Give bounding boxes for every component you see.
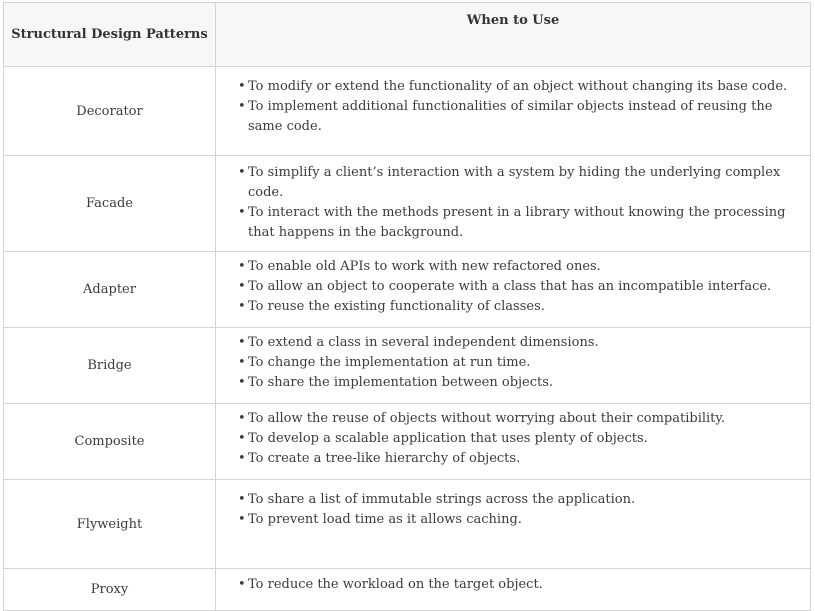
use-item: • To allow the reuse of objects without worrying about their compatibility. — [238, 409, 792, 429]
pattern-name-cell: Facade — [4, 156, 216, 252]
pattern-name-cell: Adapter — [4, 252, 216, 328]
uses-list — [238, 333, 792, 393]
use-item: • To reuse the existing functionality of classes. — [238, 297, 792, 317]
design-patterns-table — [3, 2, 811, 611]
uses-list — [238, 163, 792, 243]
uses-list — [238, 77, 792, 137]
header-structural-design-patterns: Structural Design Patterns — [4, 3, 216, 67]
uses-cell — [216, 156, 811, 252]
design-patterns-table-container — [3, 2, 811, 611]
table-row-facade — [4, 156, 811, 252]
use-item: • To develop a scalable application that uses plenty of objects. — [238, 429, 792, 449]
uses-cell — [216, 404, 811, 480]
table-row-adapter — [4, 252, 811, 328]
pattern-name-cell: Composite — [4, 404, 216, 480]
uses-list — [238, 575, 792, 595]
uses-cell — [216, 67, 811, 156]
pattern-name-cell: Proxy — [4, 569, 216, 611]
use-item: • To modify or extend the functionality of an object without changing its base code. — [238, 77, 792, 97]
table-header — [4, 3, 811, 67]
table-row-flyweight — [4, 480, 811, 569]
uses-list — [238, 409, 792, 469]
use-item: • To enable old APIs to work with new refactored ones. — [238, 257, 792, 277]
pattern-name-cell: Decorator — [4, 67, 216, 156]
table-body — [4, 67, 811, 611]
use-item: • To reduce the workload on the target object. — [238, 575, 792, 595]
use-item: • To implement additional functionalities of similar objects instead of reusing the same code. — [238, 97, 792, 137]
use-item: • To prevent load time as it allows caching. — [238, 510, 792, 530]
table-row-decorator — [4, 67, 811, 156]
header-row — [4, 3, 811, 67]
table-row-proxy — [4, 569, 811, 611]
uses-list — [238, 257, 792, 317]
use-item: • To allow an object to cooperate with a class that has an incompatible interface. — [238, 277, 792, 297]
table-row-bridge — [4, 328, 811, 404]
uses-cell — [216, 480, 811, 569]
uses-cell — [216, 252, 811, 328]
pattern-name-cell: Bridge — [4, 328, 216, 404]
use-item: • To extend a class in several independent dimensions. — [238, 333, 792, 353]
use-item: • To share a list of immutable strings across the application. — [238, 490, 792, 510]
use-item: • To create a tree-like hierarchy of objects. — [238, 449, 792, 469]
uses-cell — [216, 328, 811, 404]
use-item: • To change the implementation at run time. — [238, 353, 792, 373]
pattern-name-cell: Flyweight — [4, 480, 216, 569]
table-row-composite — [4, 404, 811, 480]
use-item: • To interact with the methods present in a library without knowing the processing that happens in the background. — [238, 203, 792, 243]
use-item: • To simplify a client’s interaction with a system by hiding the underlying complex code. — [238, 163, 792, 203]
uses-cell — [216, 569, 811, 611]
use-item: • To share the implementation between objects. — [238, 373, 792, 393]
uses-list — [238, 490, 792, 530]
header-when-to-use: When to Use — [216, 3, 811, 67]
